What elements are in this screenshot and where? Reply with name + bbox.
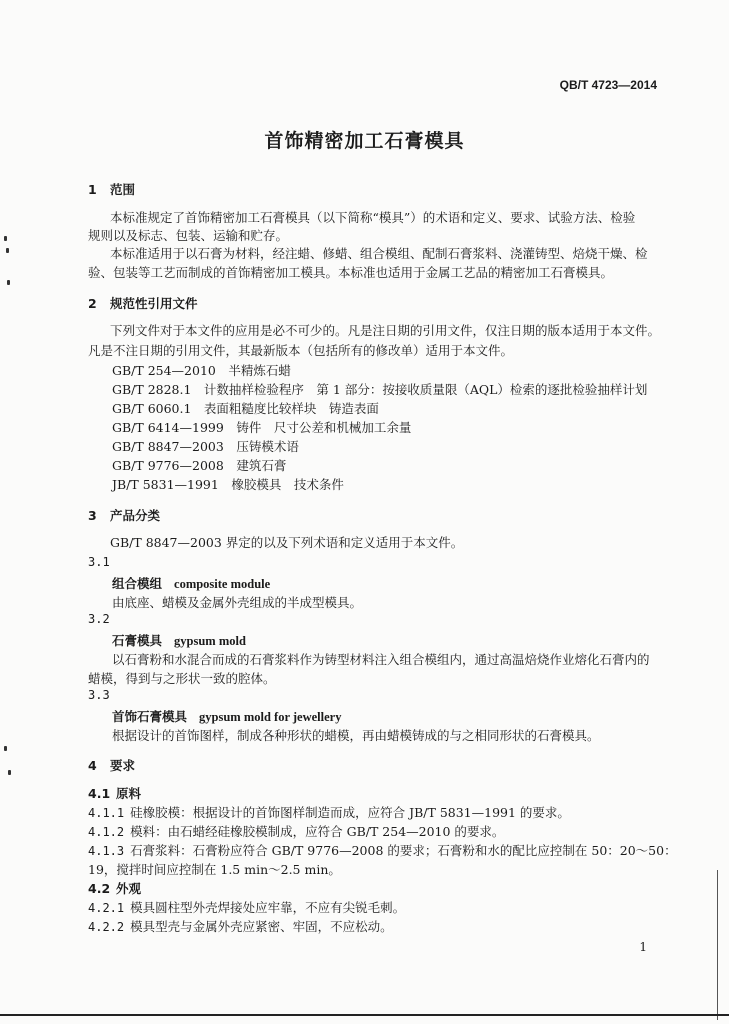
reference-item: GB/T 6060.1 表面粗糙度比较样块 铸造表面 <box>112 401 379 416</box>
term-definition: 蜡模，得到与之形状一致的腔体。 <box>88 671 276 686</box>
clause-text: 模具型壳与金属外壳应紧密、牢固，不应松动。 <box>130 919 393 934</box>
reference-item: JB/T 5831—1991 橡胶模具 技术条件 <box>112 477 344 492</box>
clause-text: 模具圆柱型外壳焊接处应牢靠，不应有尖锐毛刺。 <box>130 900 406 915</box>
clause-text: 硅橡胶模：根据设计的首饰图样制造而成，应符合 JB/T 5831—1991 的要求。 <box>130 805 570 820</box>
section-number: 4 <box>88 758 97 773</box>
reference-item: GB/T 9776—2008 建筑石膏 <box>112 458 287 473</box>
section-title: 产品分类 <box>110 508 161 523</box>
document-title: 首饰精密加工石膏模具 <box>264 130 465 152</box>
scan-bottom-edge <box>0 1014 729 1016</box>
scan-mark <box>8 770 11 775</box>
term-definition: 以石膏粉和水混合而成的石膏浆料作为铸型材料注入组合模组内，通过高温焙烧作业熔化石膏内的 <box>112 652 650 667</box>
term-definition: 根据设计的首饰图样，制成各种形状的蜡模，再由蜡模铸成的与之相同形状的石膏模具。 <box>112 728 600 743</box>
section-title: 要求 <box>110 758 136 773</box>
section-3-heading <box>88 506 160 524</box>
term-definition: 由底座、蜡模及金属外壳组成的半成型模具。 <box>112 595 363 610</box>
clause-number: 4.1.2 <box>88 825 125 839</box>
reference-item: GB/T 254—2010 半精炼石蜡 <box>112 363 291 378</box>
section-4-heading <box>88 756 135 774</box>
page-number: 1 <box>639 940 647 954</box>
term-name <box>112 631 246 649</box>
section-title: 规范性引用文件 <box>110 296 198 311</box>
clause <box>88 803 570 821</box>
subsection-4-1-heading <box>88 784 141 802</box>
section-title: 外观 <box>116 881 142 896</box>
term-name-zh: 组合模组 <box>112 576 163 591</box>
paragraph-line: 本标准适用于以石膏为材料，经注蜡、修蜡、组合模组、配制石膏浆料、浇灌铸型、焙烧干燥、检 <box>110 246 648 261</box>
section-number: 2 <box>88 296 97 311</box>
paragraph-line: 规则以及标志、包装、运输和贮存。 <box>88 228 289 243</box>
term-name-zh: 石膏模具 <box>112 633 163 648</box>
section-number: 4.2 <box>88 881 111 896</box>
section-number: 1 <box>88 182 97 197</box>
term-name <box>112 707 341 725</box>
section-title: 原料 <box>116 786 142 801</box>
clause-number: 4.1.3 <box>88 844 125 858</box>
term-number: 3.3 <box>88 688 110 702</box>
clause-text: 石膏浆料：石膏粉应符合 GB/T 9776—2008 的要求；石膏粉和水的配比应控制在 50：20～50： <box>130 843 677 858</box>
scan-mark <box>7 280 10 285</box>
clause-number: 4.2.1 <box>88 901 125 915</box>
clause <box>88 841 677 859</box>
scan-mark <box>4 746 7 751</box>
paragraph-line: 验、包装等工艺而制成的首饰精密加工模具。本标准也适用于金属工艺品的精密加工石膏模具。 <box>88 265 614 280</box>
paragraph-line: 凡是不注日期的引用文件，其最新版本（包括所有的修改单）适用于本文件。 <box>88 343 514 358</box>
clause <box>88 917 393 935</box>
section-number: 3 <box>88 508 97 523</box>
standard-number: QB/T 4723—2014 <box>559 78 657 92</box>
paragraph-line: 下列文件对于本文件的应用是必不可少的。凡是注日期的引用文件，仅注日期的版本适用于本文件。 <box>110 323 661 338</box>
clause-number: 4.2.2 <box>88 920 125 934</box>
paragraph-line: GB/T 8847—2003 界定的以及下列术语和定义适用于本文件。 <box>110 535 464 550</box>
subsection-4-2-heading <box>88 879 141 897</box>
section-1-heading <box>88 180 135 198</box>
section-number: 4.1 <box>88 786 111 801</box>
clause <box>88 898 405 916</box>
clause-continuation: 19，搅拌时间应控制在 1.5 min～2.5 min。 <box>88 862 341 877</box>
scan-mark <box>6 248 9 253</box>
term-number: 3.2 <box>88 612 110 626</box>
section-2-heading <box>88 294 198 312</box>
term-name-zh: 首饰石膏模具 <box>112 709 188 724</box>
reference-item: GB/T 2828.1 计数抽样检验程序 第 1 部分：按接收质量限（AQL）检索的逐批检验抽样计划 <box>112 382 648 397</box>
clause-text: 模料：由石蜡经硅橡胶模制成，应符合 GB/T 254—2010 的要求。 <box>130 824 505 839</box>
reference-item: GB/T 8847—2003 压铸模术语 <box>112 439 299 454</box>
term-name-en: composite module <box>174 577 271 591</box>
term-name-en: gypsum mold for jewellery <box>199 710 342 724</box>
scan-edge-line <box>717 870 718 1020</box>
scan-mark <box>4 236 7 241</box>
section-title: 范围 <box>110 182 136 197</box>
term-name <box>112 574 270 592</box>
term-name-en: gypsum mold <box>174 634 246 648</box>
clause-number: 4.1.1 <box>88 806 125 820</box>
reference-item: GB/T 6414—1999 铸件 尺寸公差和机械加工余量 <box>112 420 412 435</box>
term-number: 3.1 <box>88 555 110 569</box>
paragraph-line: 本标准规定了首饰精密加工石膏模具（以下简称“模具”）的术语和定义、要求、试验方法、检验 <box>110 210 636 225</box>
clause <box>88 822 504 840</box>
